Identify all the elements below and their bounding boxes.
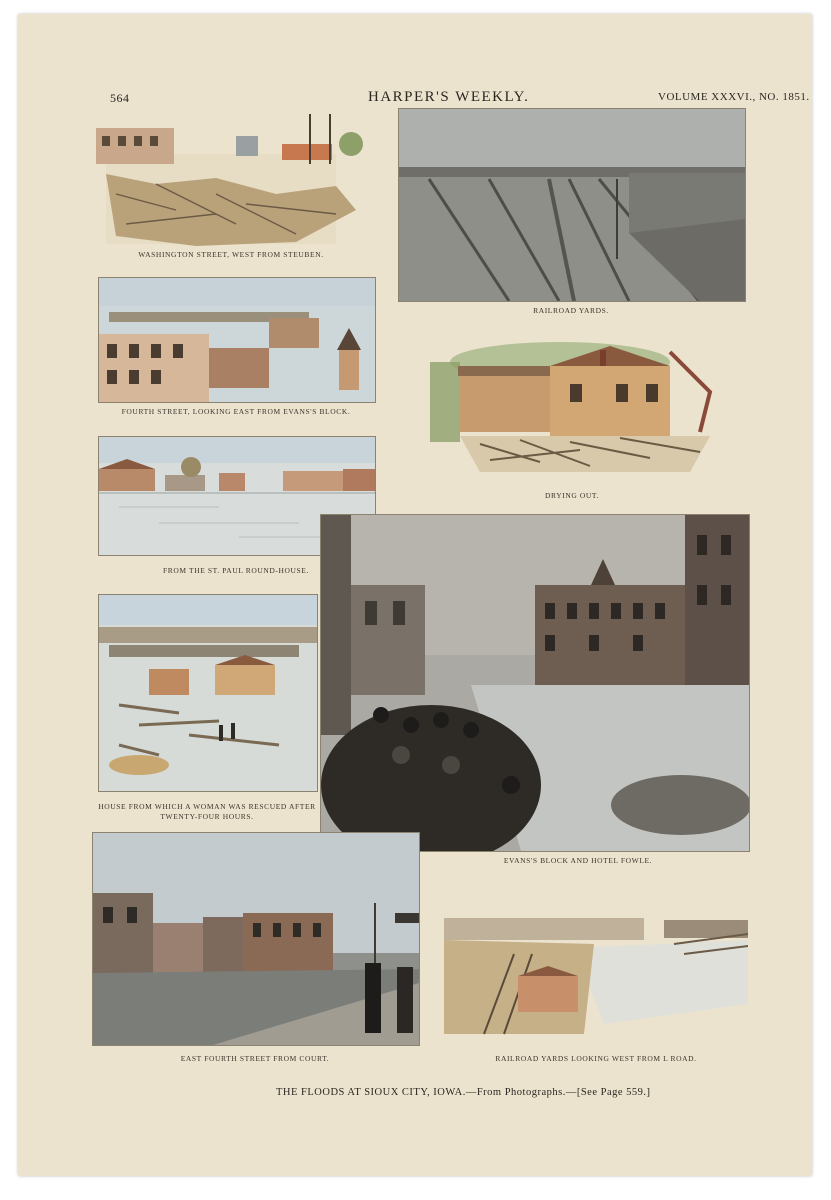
- evans-block-photograph: [320, 514, 750, 852]
- caption-house-rescue: HOUSE FROM WHICH A WOMAN WAS RESCUED AFTER TWENTY-FOUR HOURS.: [98, 802, 316, 821]
- caption-evans-block: EVANS'S BLOCK AND HOTEL FOWLE.: [503, 856, 653, 865]
- caption-washington-street: WASHINGTON STREET, WEST FROM STEUBEN.: [138, 250, 324, 259]
- washington-street-illustration: [96, 114, 368, 254]
- caption-drying-out: DRYING OUT.: [545, 491, 599, 500]
- main-caption: THE FLOODS AT SIOUX CITY, IOWA.—From Photographs.—[See Page 559.]: [276, 1087, 651, 1098]
- railroad-yards-west-illustration: [444, 914, 748, 1048]
- newspaper-page: [18, 14, 812, 1176]
- volume-number: VOLUME XXXVI., NO. 1851.: [658, 91, 810, 103]
- east-fourth-street-illustration: [92, 832, 420, 1046]
- caption-railroad-yards: RAILROAD YARDS.: [533, 306, 609, 315]
- fourth-street-illustration: [98, 277, 376, 403]
- drying-out-illustration: [420, 332, 724, 482]
- caption-fourth-street: FOURTH STREET, LOOKING EAST FROM EVANS'S BLOCK.: [121, 407, 351, 416]
- publication-title: HARPER'S WEEKLY.: [368, 89, 530, 105]
- railroad-yards-illustration: [398, 108, 746, 302]
- caption-st-paul-round-house: FROM THE ST. PAUL ROUND-HOUSE.: [163, 566, 309, 575]
- caption-railroad-yards-west: RAILROAD YARDS LOOKING WEST FROM L ROAD.: [495, 1054, 697, 1063]
- caption-east-fourth-street: EAST FOURTH STREET FROM COURT.: [180, 1054, 330, 1063]
- page-number: 564: [110, 91, 130, 105]
- house-rescue-illustration: [98, 594, 318, 792]
